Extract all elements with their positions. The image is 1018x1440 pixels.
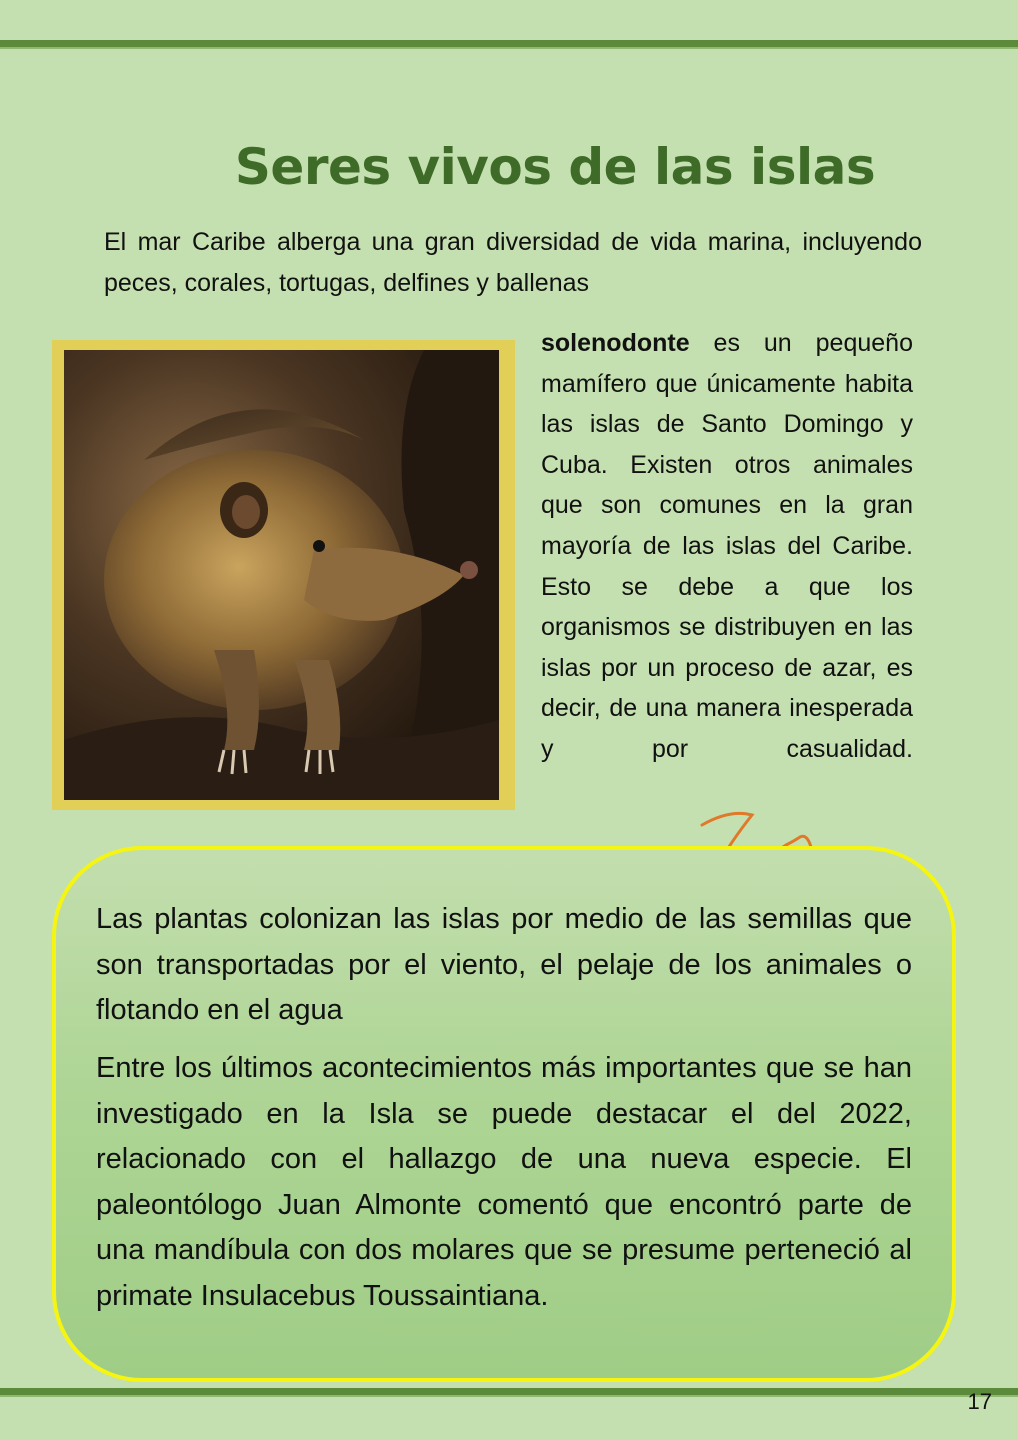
page-title: Seres vivos de las islas [234, 138, 876, 196]
solenodon-photo-frame [52, 340, 515, 810]
solenodon-description [541, 323, 913, 770]
discovery-paragraph: Entre los últimos acontecimientos más importantes que se han investigado en la Isla se puede destacar el del 2022, relacionado con el hallazgo de una nueva especie. El paleontólogo Juan Almonte comentó que encontró parte de una mandíbula con dos molares que se presume perteneció al primate Insulacebus Toussaintiana. [96, 1052, 912, 1312]
top-rule [0, 40, 1018, 49]
plants-paragraph: Las plantas colonizan las islas por medio de las semillas que son transportadas por el viento, el pelaje de los animales o flotando en el agua [96, 903, 912, 1026]
solenodon-photo [64, 350, 499, 800]
page-number: 17 [967, 1389, 992, 1414]
intro-paragraph: El mar Caribe alberga una gran diversidad de vida marina, incluyendo peces, corales, tortugas, delfines y ballenas [104, 228, 922, 297]
bottom-rule [0, 1388, 1018, 1397]
solenodon-text: es un pequeño mamífero que únicamente habita las islas de Santo Domingo y Cuba. Existen otros animales que son comunes en la gran mayoría de las islas del Caribe. Esto se debe a que los organismos se distribuyen en las islas por un proceso de azar, es decir, de una manera inesperada y por casualidad. [541, 329, 913, 763]
solenodon-term: solenodonte [541, 329, 690, 357]
